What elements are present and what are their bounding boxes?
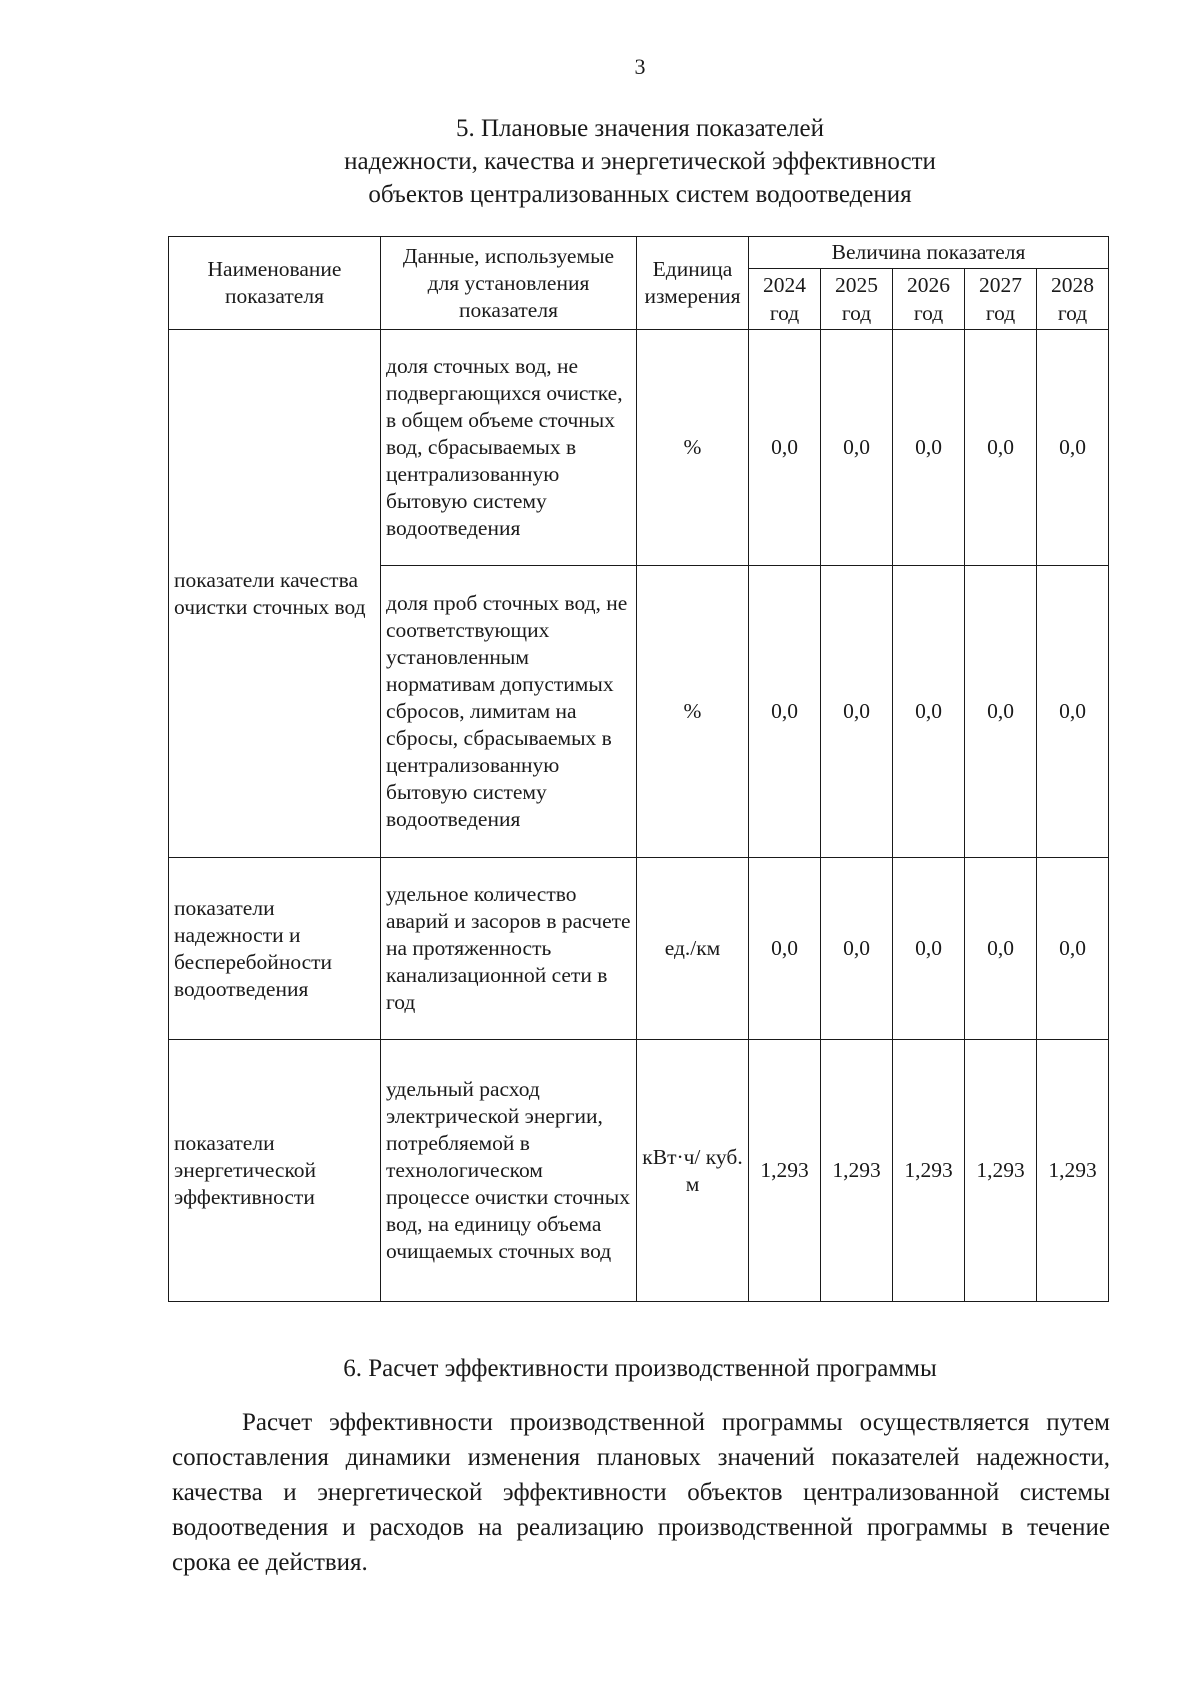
header-year [1037,269,1109,330]
table-row [169,1040,1109,1302]
indicator-value: 0,0 [965,330,1037,566]
indicator-value: 1,293 [821,1040,893,1302]
header-data-used: Данные, используемые для установления показателя [381,237,637,330]
indicator-group-name: показатели надежности и бесперебойности водоотведения [169,858,381,1040]
indicator-unit: кВт·ч/ куб. м [637,1040,749,1302]
indicator-unit: % [637,566,749,858]
year-suffix: год [1057,301,1088,325]
header-year [965,269,1037,330]
indicator-group-name: показатели качества очистки сточных вод [169,330,381,858]
table-row [169,858,1109,1040]
section-5-title-line: 5. Плановые значения показателей [455,115,825,142]
indicator-unit: ед./км [637,858,749,1040]
indicator-unit: % [637,330,749,566]
header-year [893,269,965,330]
indicator-value: 0,0 [1037,566,1109,858]
indicator-data-description: доля сточных вод, не подвергающихся очистке, в общем объеме сточных вод, сбрасываемых в централизованную бытовую систему водоотведения [381,330,637,566]
year-number: 2027 [979,273,1022,297]
year-suffix: год [841,301,872,325]
indicator-value: 1,293 [1037,1040,1109,1302]
indicator-value: 0,0 [821,858,893,1040]
indicator-data-description: доля проб сточных вод, не соответствующих установленным нормативам допустимых сбросов, лимитам на сбросы, сбрасываемых в централизованную бытовую систему водоотведения [381,566,637,858]
section-5-title-line: надежности, качества и энергетической эффективности [344,148,936,175]
section-6-paragraph: Расчет эффективности производственной программы осуществляется путем сопоставления динамики изменения плановых значений показателей надежности, качества и энергетической эффективности объектов централизованной системы водоотведения и расходов на реализацию производственной программы в течение срока ее действия. [172,1409,1110,1576]
year-suffix: год [985,301,1016,325]
indicator-value: 0,0 [965,858,1037,1040]
header-year [821,269,893,330]
indicator-data-description: удельный расход электрической энергии, потребляемой в технологическом процессе очистки сточных вод, на единицу объема очищаемых сточных вод [381,1040,637,1302]
section-5-title [0,112,1200,211]
indicator-value: 1,293 [893,1040,965,1302]
header-value-group: Величина показателя [749,237,1109,269]
header-unit: Единица измерения [637,237,749,330]
section-5-title-line: объектов централизованных систем водоотведения [368,181,912,208]
page-number: 3 [634,54,646,79]
year-number: 2024 [763,273,806,297]
year-suffix: год [913,301,944,325]
indicator-value: 0,0 [821,330,893,566]
indicator-data-description: удельное количество аварий и засоров в расчете на протяженность канализационной сети в год [381,858,637,1040]
section-6-title: 6. Расчет эффективности производственной программы [343,1355,937,1382]
year-number: 2025 [835,273,878,297]
indicator-value: 1,293 [749,1040,821,1302]
indicator-value: 0,0 [749,566,821,858]
indicator-value: 0,0 [749,858,821,1040]
header-indicator-name: Наименование показателя [169,237,381,330]
indicator-value: 0,0 [965,566,1037,858]
indicator-value: 0,0 [893,566,965,858]
table-row [169,330,1109,566]
year-number: 2028 [1051,273,1095,297]
year-number: 2026 [907,273,950,297]
indicator-value: 0,0 [821,566,893,858]
header-year [749,269,821,330]
indicator-value: 1,293 [965,1040,1037,1302]
indicator-value: 0,0 [1037,330,1109,566]
indicator-value: 0,0 [1037,858,1109,1040]
indicator-value: 0,0 [893,330,965,566]
indicator-group-name: показатели энергетической эффективности [169,1040,381,1302]
year-suffix: год [769,301,800,325]
indicator-value: 0,0 [893,858,965,1040]
indicators-table [168,236,1109,1302]
indicator-value: 0,0 [749,330,821,566]
